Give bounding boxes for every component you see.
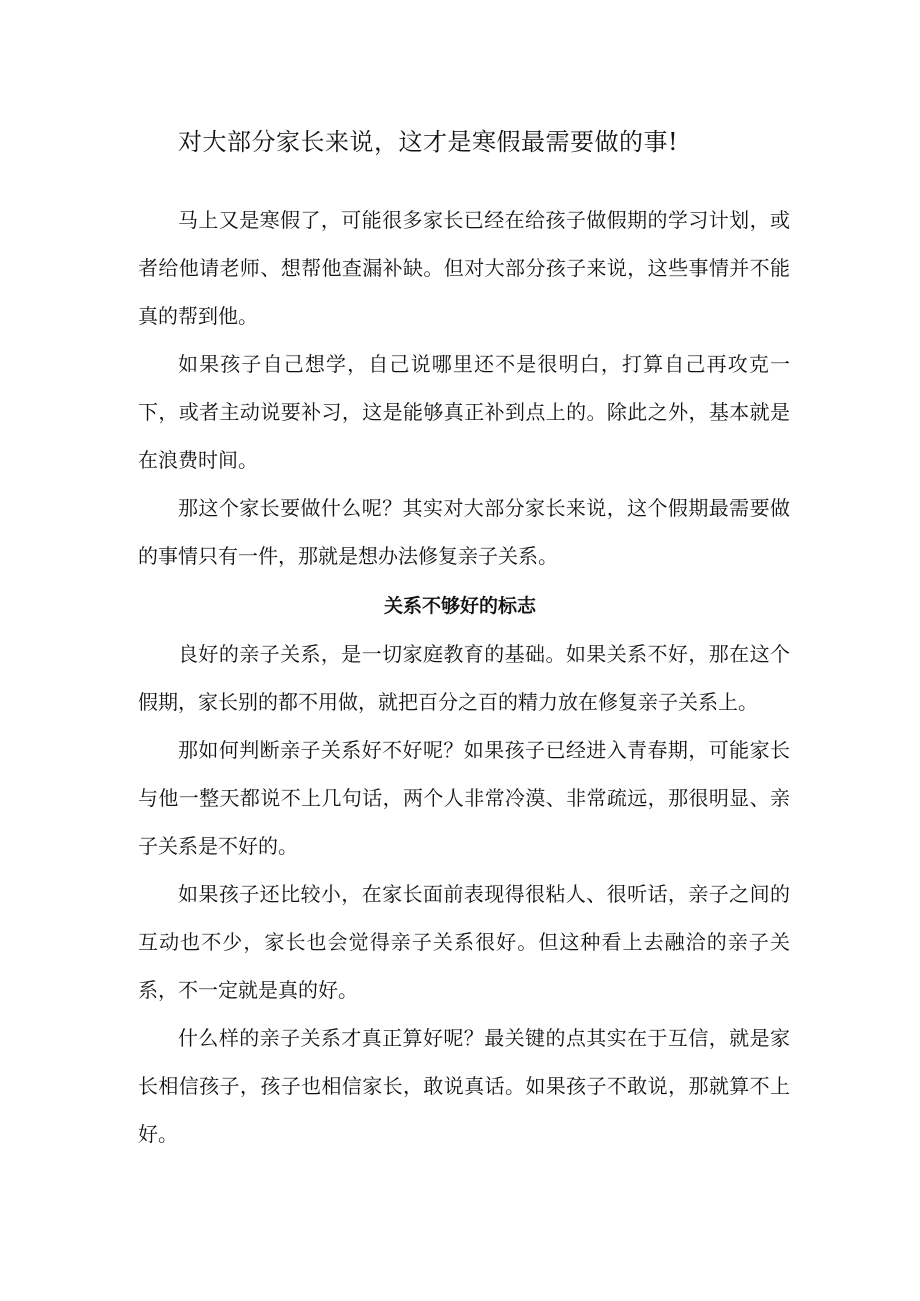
- paragraph: 什么样的亲子关系才真正算好呢？最关键的点其实在于互信，就是家长相信孩子，孩子也相信家长，敢说真话。如果孩子不敢说，那就算不上好。: [138, 1026, 790, 1146]
- section-heading: 关系不够好的标志: [383, 595, 536, 617]
- paragraph: 那如何判断亲子关系好不好呢？如果孩子已经进入青春期，可能家长与他一整天都说不上几句话，两个人非常冷漠、非常疏远，那很明显、亲子关系是不好的。: [138, 738, 790, 858]
- paragraph: 马上又是寒假了，可能很多家长已经在给孩子做假期的学习计划，或者给他请老师、想帮他查漏补缺。但对大部分孩子来说，这些事情并不能真的帮到他。: [138, 208, 790, 328]
- paragraph: 那这个家长要做什么呢？其实对大部分家长来说，这个假期最需要做的事情只有一件，那就是想办法修复亲子关系。: [138, 496, 790, 568]
- paragraph: 良好的亲子关系，是一切家庭教育的基础。如果关系不好，那在这个假期，家长别的都不用做，就把百分之百的精力放在修复亲子关系上。: [138, 642, 790, 714]
- paragraph: 如果孩子自己想学，自己说哪里还不是很明白，打算自己再攻克一下，或者主动说要补习，这是能够真正补到点上的。除此之外，基本就是在浪费时间。: [138, 352, 790, 472]
- document-title: 对大部分家长来说，这才是寒假最需要做的事!: [178, 128, 679, 156]
- paragraph: 如果孩子还比较小，在家长面前表现得很粘人、很听话，亲子之间的互动也不少，家长也会觉得亲子关系很好。但这种看上去融洽的亲子关系，不一定就是真的好。: [138, 882, 790, 1002]
